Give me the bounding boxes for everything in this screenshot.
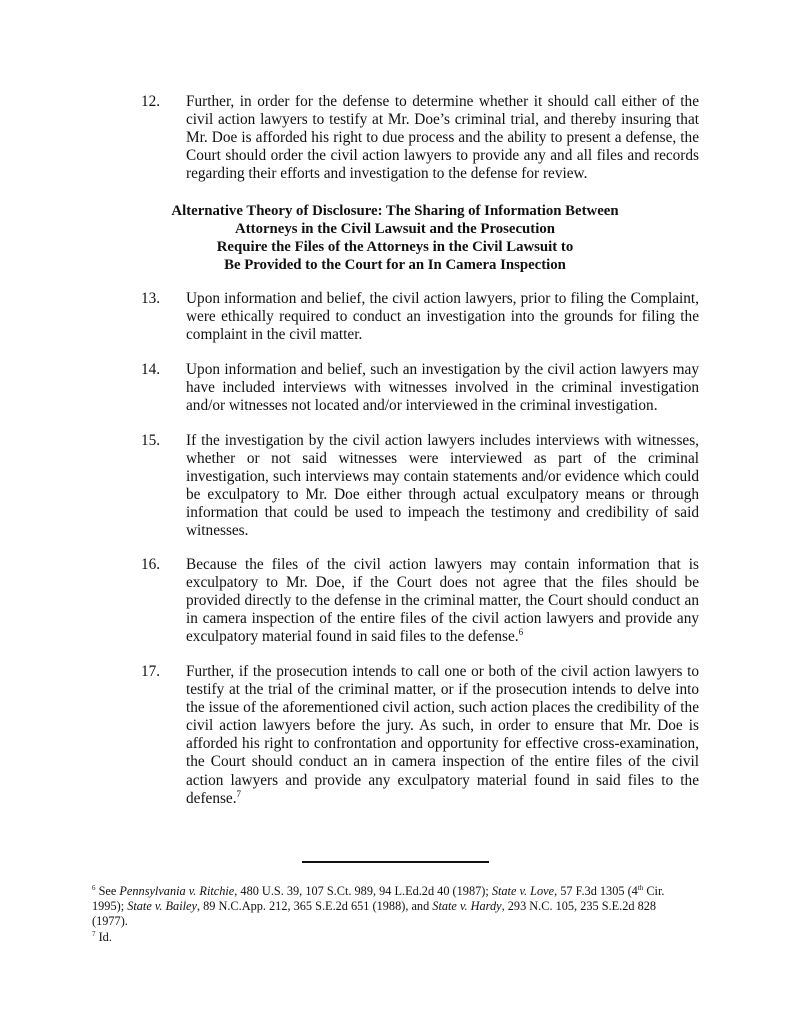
case-name: Pennsylvania v. Ritchie (119, 884, 235, 898)
paragraph-number: 17. (141, 663, 161, 680)
heading-line: Alternative Theory of Disclosure: The Sharing of Information Between (171, 203, 619, 219)
footnote-marker: 6 (92, 884, 96, 892)
footnote-ref[interactable]: 7 (236, 788, 242, 799)
footnotes (92, 884, 692, 945)
paragraph-15 (141, 432, 699, 541)
paragraph-number: 12. (141, 93, 161, 110)
case-name: State v. Love (491, 884, 555, 898)
footnote-marker: 7 (92, 929, 96, 938)
paragraph-number: 16. (141, 556, 161, 573)
paragraph-12 (141, 93, 699, 183)
heading-line: Attorneys in the Civil Lawsuit and the Prosecution (235, 221, 555, 237)
footnote-6: $^6$ See Pennsylvania v. Ritchie, 480 U.S. 39, 107 S.Ct. 989, 94 L.Ed.2d 40 (1987); State v. Love, 57 F.3d 1305 (4th Cir. 1995); State v. Bailey, 89 N.C.App. 212, 365 S.E.2d 651 (1988), and State v. Hardy, 293 N.C. 105, 235 S.E.2d 828 (1977). (92, 884, 665, 929)
case-name: State v. Bailey (127, 899, 197, 914)
paragraph-number: 14. (141, 361, 161, 378)
section-heading (120, 202, 670, 274)
footnote-separator (302, 861, 489, 863)
paragraph-text: If the investigation by the civil action lawyers includes interviews with witnesses, whether or not said witnesses were interviewed as part of the criminal investigation, such interviews may contain statements and/or evidence which could be exculpatory to Mr. Doe either through actual exculpatory means or through information that could be used to impeach the testimony and credibility of said witnesses. (186, 432, 699, 540)
paragraph-text: Further, if the prosecution intends to call one or both of the civil action lawyers to testify at the trial of the criminal matter, or if the prosecution intends to delve into the issue of the aforementioned civil action, such action places the credibility of the civil action lawyers before the jury. As such, in order to ensure that Mr. Doe is afforded his right to confrontation and opportunity for effective cross-examination, the Court should conduct an in camera inspection of the entire files of the civil action lawyers and provide any exculpatory material found in said files to the defense.$^7$ (186, 663, 699, 807)
paragraph-number: 13. (141, 290, 161, 307)
case-name: State v. Hardy (432, 899, 502, 914)
paragraph-14 (141, 361, 699, 415)
paragraph-17 (141, 663, 699, 808)
paragraph-13 (141, 290, 699, 344)
paragraph-number: 15. (141, 432, 161, 449)
paragraph-text: Further, in order for the defense to determine whether it should call either of the civil action lawyers to testify at Mr. Doe’s criminal trial, and thereby insuring that Mr. Doe is afforded his right to due process and the ability to present a defense, the Court should order the civil action lawyers to provide any and all files and records regarding their efforts and investigation to the defense for review. (186, 93, 699, 183)
paragraph-text: Upon information and belief, such an investigation by the civil action lawyers may have included interviews with witnesses involved in the criminal investigation and/or witnesses not located and/or interviewed in the criminal investigation. (186, 361, 699, 415)
footnote-ref[interactable]: 6 (518, 627, 524, 638)
paragraph-text: Upon information and belief, the civil action lawyers, prior to filing the Complaint, were ethically required to conduct an investigation into the grounds for filing the complaint in the civil matter. (186, 290, 699, 344)
heading-line: Require the Files of the Attorneys in the Civil Lawsuit to (216, 239, 574, 255)
heading-line: Be Provided to the Court for an In Camera Inspection (224, 257, 566, 273)
paragraph-text: Because the files of the civil action lawyers may contain information that is exculpatory to Mr. Doe, if the Court does not agree that the files should be provided directly to the defense in the criminal matter, the Court should conduct an in camera inspection of the entire files of the civil action lawyers and provide any exculpatory material found in said files to the defense.$^6$ (186, 556, 699, 646)
footnote-7: $^7$ Id. (92, 929, 112, 944)
paragraph-16 (141, 556, 699, 646)
